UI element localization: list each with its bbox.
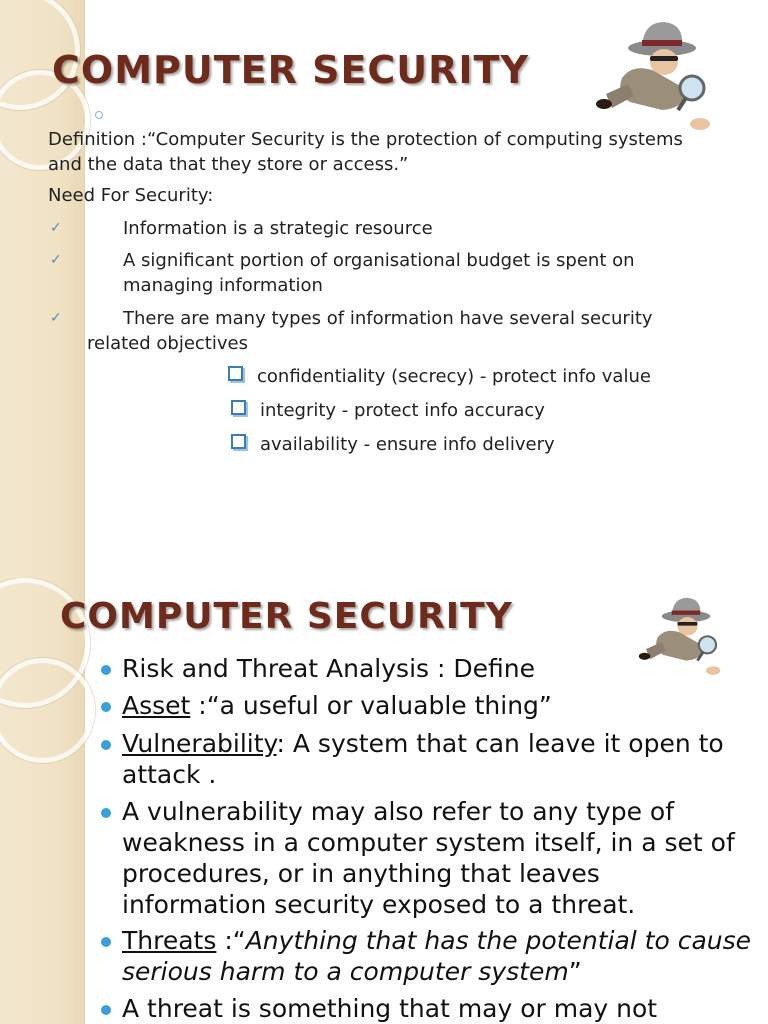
definition-line-1: Definition :“Computer Security is the protection of computing systems: [48, 129, 683, 150]
checkbox-square-icon: [228, 366, 243, 381]
bullet-vuln-desc-line4: information security exposed to a threat.: [122, 890, 636, 919]
bullet-asset: Asset :“a useful or valuable thing”: [122, 691, 552, 720]
need-heading: Need For Security:: [48, 185, 214, 206]
bullet-threats-line2: serious harm to a computer system”: [122, 957, 582, 986]
check-item-3-line2: related objectives: [87, 333, 248, 354]
objective-item: integrity - protect info accuracy: [231, 399, 545, 423]
checkbox-square-icon: [231, 400, 246, 415]
bullet-dot-icon: [101, 1005, 111, 1015]
check-item-3-line1: There are many types of information have several security: [123, 308, 653, 329]
bullet-vulnerability-line2: attack .: [122, 760, 217, 789]
bullet-vulnerability: Vulnerability: A system that can leave it open to: [122, 729, 724, 758]
check-item-1: Information is a strategic resource: [123, 218, 433, 239]
bullet-threats: Threats :“Anything that has the potential to cause: [122, 926, 752, 955]
page-title: COMPUTER SECURITY: [52, 48, 529, 92]
bullet-vuln-desc-line1: A vulnerability may also refer to any type of: [122, 797, 675, 826]
detective-clipart-icon: [636, 592, 726, 682]
bullet-threat-desc: A threat is something that may or may not: [122, 994, 658, 1023]
objective-item: availability - ensure info delivery: [231, 433, 555, 457]
objective-item: confidentiality (secrecy) - protect info value: [228, 365, 651, 389]
definition-line-2: and the data that they store or access.”: [48, 154, 409, 175]
bullet-dot-icon: [101, 937, 111, 947]
checkmark-icon: ✓: [50, 220, 62, 236]
slide-2: [0, 578, 768, 1024]
check-item-2-line2: managing information: [123, 275, 323, 296]
bullet-vuln-desc-line3: procedures, or in anything that leaves: [122, 859, 600, 888]
checkmark-icon: ✓: [50, 310, 62, 326]
checkbox-square-icon: [231, 434, 246, 449]
bullet-vuln-desc-line2: weakness in a computer system itself, in a set of: [122, 828, 735, 857]
bullet-dot-icon: [101, 702, 111, 712]
detective-clipart-icon: [592, 18, 718, 136]
decorative-dot: [95, 111, 103, 119]
check-item-2-line1: A significant portion of organisational budget is spent on: [123, 250, 635, 271]
bullet-dot-icon: [101, 808, 111, 818]
page-title: COMPUTER SECURITY: [60, 596, 513, 637]
checkmark-icon: ✓: [50, 252, 62, 268]
bullet-risk-threat: Risk and Threat Analysis : Define: [122, 654, 535, 683]
bullet-dot-icon: [101, 740, 111, 750]
bullet-dot-icon: [101, 665, 111, 675]
